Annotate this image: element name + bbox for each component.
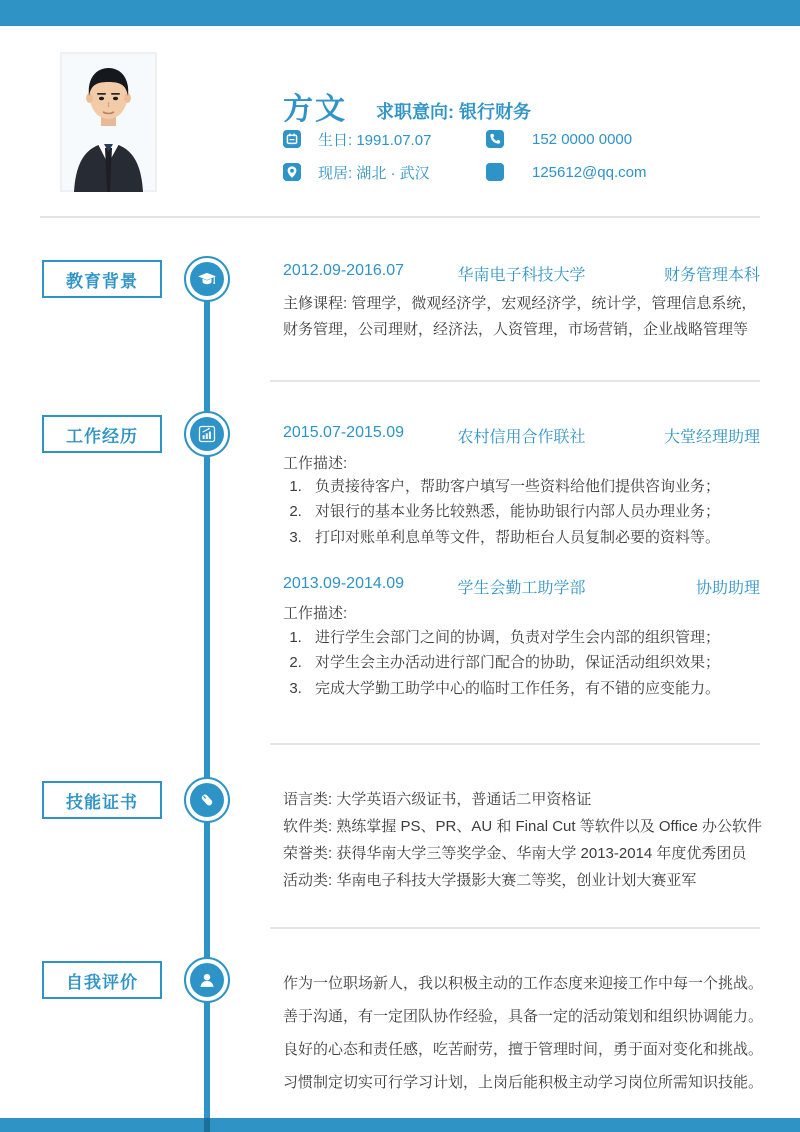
work-description-label: 工作描述:	[283, 455, 348, 472]
location-text: 现居: 湖北 · 武汉	[318, 164, 430, 182]
work-duty-item: 1. 负责接待客户，帮助客户填写一些资料给他们提供咨询业务；	[306, 477, 766, 497]
education-dates: 2012.09-2016.07	[283, 262, 404, 279]
profile-photo-illustration	[60, 52, 157, 192]
top-accent-bar	[0, 0, 800, 26]
work-dates: 2013.09-2014.09	[283, 575, 404, 592]
qq-icon	[486, 163, 504, 181]
contact-phone	[486, 129, 632, 149]
timeline-node-skills	[184, 777, 230, 823]
work-duty-list	[306, 477, 766, 553]
timeline-node-education	[184, 256, 230, 302]
education-courses: 主修课程: 管理学，微观经济学，宏观经济学，统计学，管理信息系统，财务管理，公司理财，经济法，人资管理，市场营销，企业战略管理等	[283, 295, 757, 338]
email-text: 125612@qq.com	[532, 163, 647, 181]
work-duty-item: 2. 对学生会主办活动进行部门配合的协助，保证活动组织效果；	[306, 653, 766, 673]
section-title-self-evaluation: 自我评价	[42, 961, 162, 999]
self-evaluation-line: 良好的心态和责任感，吃苦耐劳，擅于管理时间，勇于面对变化和挑战。	[283, 1041, 764, 1058]
self-evaluation-line: 作为一位职场新人，我以积极主动的工作态度来迎接工作中每一个挑战。	[283, 975, 764, 992]
work-duty-item: 3. 打印对账单利息单等文件，帮助柜台人员复制必要的资料等。	[306, 528, 766, 548]
section-divider	[270, 743, 760, 745]
section-divider	[270, 927, 760, 929]
work-position: 协助助理	[695, 580, 760, 597]
calendar-icon	[283, 130, 301, 148]
education-entry-header	[283, 262, 760, 284]
phone-text: 152 0000 0000	[532, 130, 633, 148]
contact-location	[283, 162, 430, 182]
work-entry-header	[283, 424, 760, 446]
self-evaluation-line: 习惯制定切实可行学习计划，上岗后能积极主动学习岗位所需知识技能。	[283, 1074, 764, 1091]
header-divider	[40, 216, 760, 218]
work-duty-item: 3. 完成大学勤工助学中心的临时工作任务，有不错的应变能力。	[306, 679, 766, 699]
work-dates: 2015.07-2015.09	[283, 424, 404, 441]
section-title-education: 教育背景	[42, 260, 162, 298]
skill-line-honors: 荣誉类: 获得华南大学三等奖学金、华南大学 2013-2014 年度优秀团员	[283, 845, 747, 862]
skills-list	[283, 786, 783, 894]
bottom-accent-bar	[0, 1118, 800, 1132]
candidate-name: 方文	[283, 93, 347, 126]
timeline-line-footer-segment	[204, 1118, 210, 1132]
mouse-icon	[190, 783, 224, 817]
section-title-skills: 技能证书	[42, 781, 162, 819]
timeline-node-self-evaluation	[184, 957, 230, 1003]
work-description-label: 工作描述:	[283, 605, 348, 622]
skill-line-language: 语言类: 大学英语六级证书，普通话二甲资格证	[283, 791, 592, 808]
birthday-text: 生日: 1991.07.07	[318, 131, 432, 149]
skill-line-activities: 活动类: 华南电子科技大学摄影大赛二等奖，创业计划大赛亚军	[283, 872, 697, 889]
bar-chart-icon	[190, 417, 224, 451]
work-company: 学生会勤工助学部	[457, 580, 586, 597]
graduation-cap-icon	[190, 262, 224, 296]
self-evaluation-line: 善于沟通，有一定团队协作经验，具备一定的活动策划和组织协调能力。	[283, 1008, 764, 1025]
location-icon	[283, 163, 301, 181]
contact-birthday	[283, 129, 431, 149]
education-school: 华南电子科技大学	[457, 267, 586, 284]
contact-email	[486, 162, 646, 182]
work-position: 大堂经理助理	[663, 429, 760, 446]
section-title-work: 工作经历	[42, 415, 162, 453]
job-intention: 求职意向: 银行财务	[376, 102, 531, 122]
self-evaluation-text	[283, 967, 783, 1099]
work-company: 农村信用合作联社	[457, 429, 586, 446]
work-duty-item: 2. 对银行的基本业务比较熟悉，能协助银行内部人员办理业务；	[306, 502, 766, 522]
education-degree: 财务管理本科	[663, 267, 760, 284]
work-duty-list	[306, 628, 766, 704]
timeline-node-work	[184, 411, 230, 457]
work-duty-item: 1. 进行学生会部门之间的协调，负责对学生会内部的组织管理；	[306, 628, 766, 648]
work-entry-header	[283, 575, 760, 597]
phone-icon	[486, 130, 504, 148]
person-icon	[190, 963, 224, 997]
profile-photo	[60, 52, 157, 192]
section-divider	[270, 380, 760, 382]
skill-line-software: 软件类: 熟练掌握 PS、PR、AU 和 Final Cut 等软件以及 Office 办公软件	[283, 818, 762, 835]
